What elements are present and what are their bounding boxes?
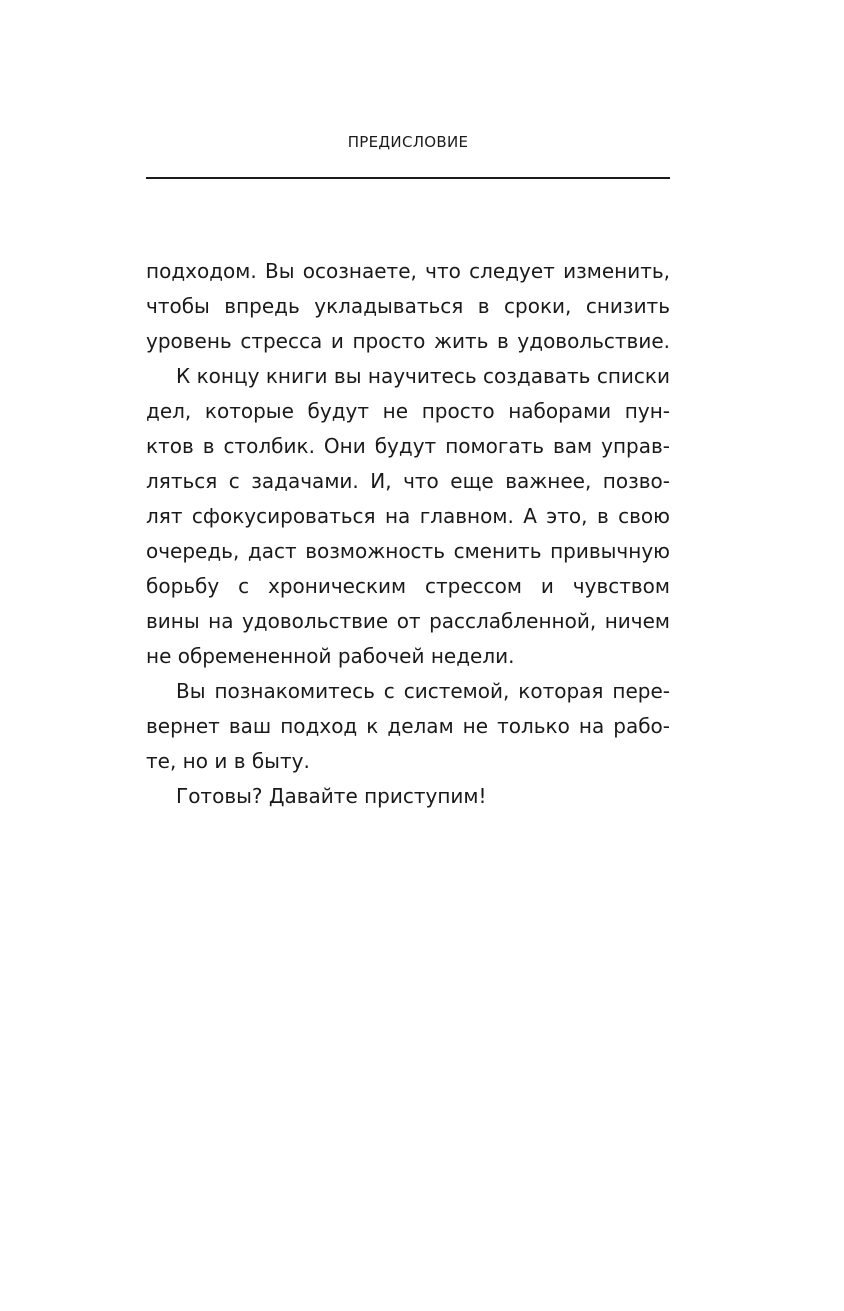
text-line: ктов в столбик. Они будут помогать вам управ- [146,434,670,458]
text-line: вернет ваш подход к делам не только на рабо- [146,714,670,738]
text-line: дел, которые будут не просто наборами пун- [146,399,670,423]
text-line: подходом. Вы осознаете, что следует изменить, [146,259,670,283]
body-text [146,254,670,814]
text-line: лят сфокусироваться на главном. А это, в свою [146,504,670,528]
text-line: ляться с задачами. И, что еще важнее, позво- [146,469,670,493]
text-line: уровень стресса и просто жить в удовольствие. [146,329,670,353]
text-line: очередь, даст возможность сменить привычную [146,539,670,563]
text-line: К концу книги вы научитесь создавать списки [176,364,670,388]
text-line: чтобы впредь укладываться в сроки, снизить [146,294,670,318]
text-line: вины на удовольствие от расслабленной, ничем [146,609,670,633]
text-line: Готовы? Давайте приступим! [176,784,487,808]
text-line: те, но и в быту. [146,749,310,773]
text-line: не обремененной рабочей недели. [146,644,515,668]
text-line: борьбу с хроническим стрессом и чувством [146,574,670,598]
running-head-title: ПРЕДИСЛОВИЕ [347,133,469,151]
header-divider [146,177,670,179]
text-line: Вы познакомитесь с системой, которая пере- [176,679,670,703]
